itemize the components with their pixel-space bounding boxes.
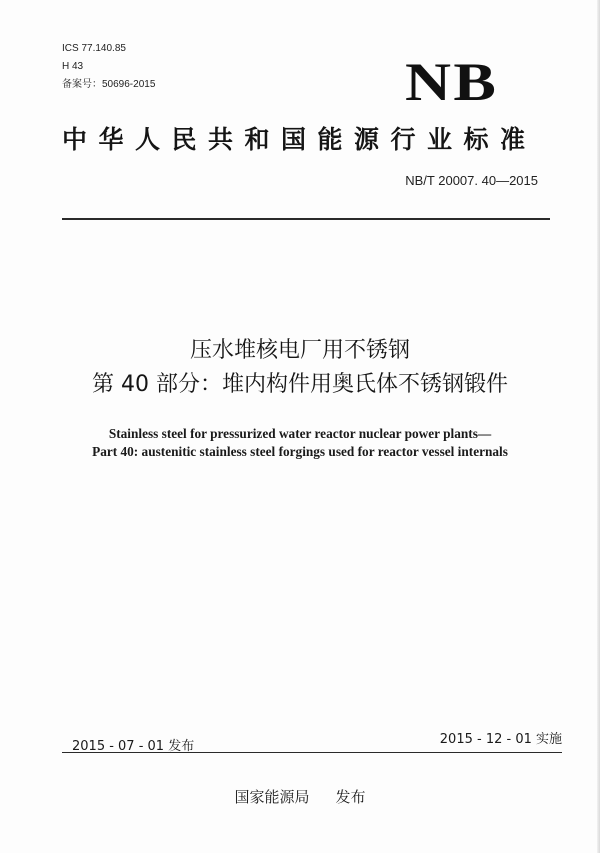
chinese-title-line-2: 第 40 部分：堆内构件用奥氏体不锈钢锻件	[92, 372, 508, 397]
effective-date: 2015 - 12 - 01 实施	[439, 732, 562, 747]
standard-number: NB/T 20007. 40—2015	[405, 173, 538, 188]
footer-divider	[62, 752, 562, 753]
standard-category-title: 中华人民共和国能源行业标准	[62, 125, 537, 154]
record-number: 备案号：50696-2015	[62, 79, 156, 90]
issuer-line	[0, 786, 600, 807]
release-date: 2015 - 07 - 01 发布	[72, 739, 195, 754]
chinese-title-line-1: 压水堆核电厂用不锈钢	[189, 338, 410, 363]
classification-block	[62, 40, 155, 94]
issuer-name: 国家能源局	[234, 788, 310, 806]
header-divider	[62, 218, 550, 220]
ics-code: ICS 77.140.85	[62, 43, 126, 54]
english-title-line-1: Stainless steel for pressurized water reactor nuclear power plants—	[108, 426, 492, 441]
issuer-action: 发布	[335, 788, 366, 806]
class-code: H 43	[62, 61, 84, 72]
nb-logo: NB	[405, 52, 499, 112]
english-title-line-2: Part 40: austenitic stainless steel forgings used for reactor vessel internals	[92, 444, 508, 459]
